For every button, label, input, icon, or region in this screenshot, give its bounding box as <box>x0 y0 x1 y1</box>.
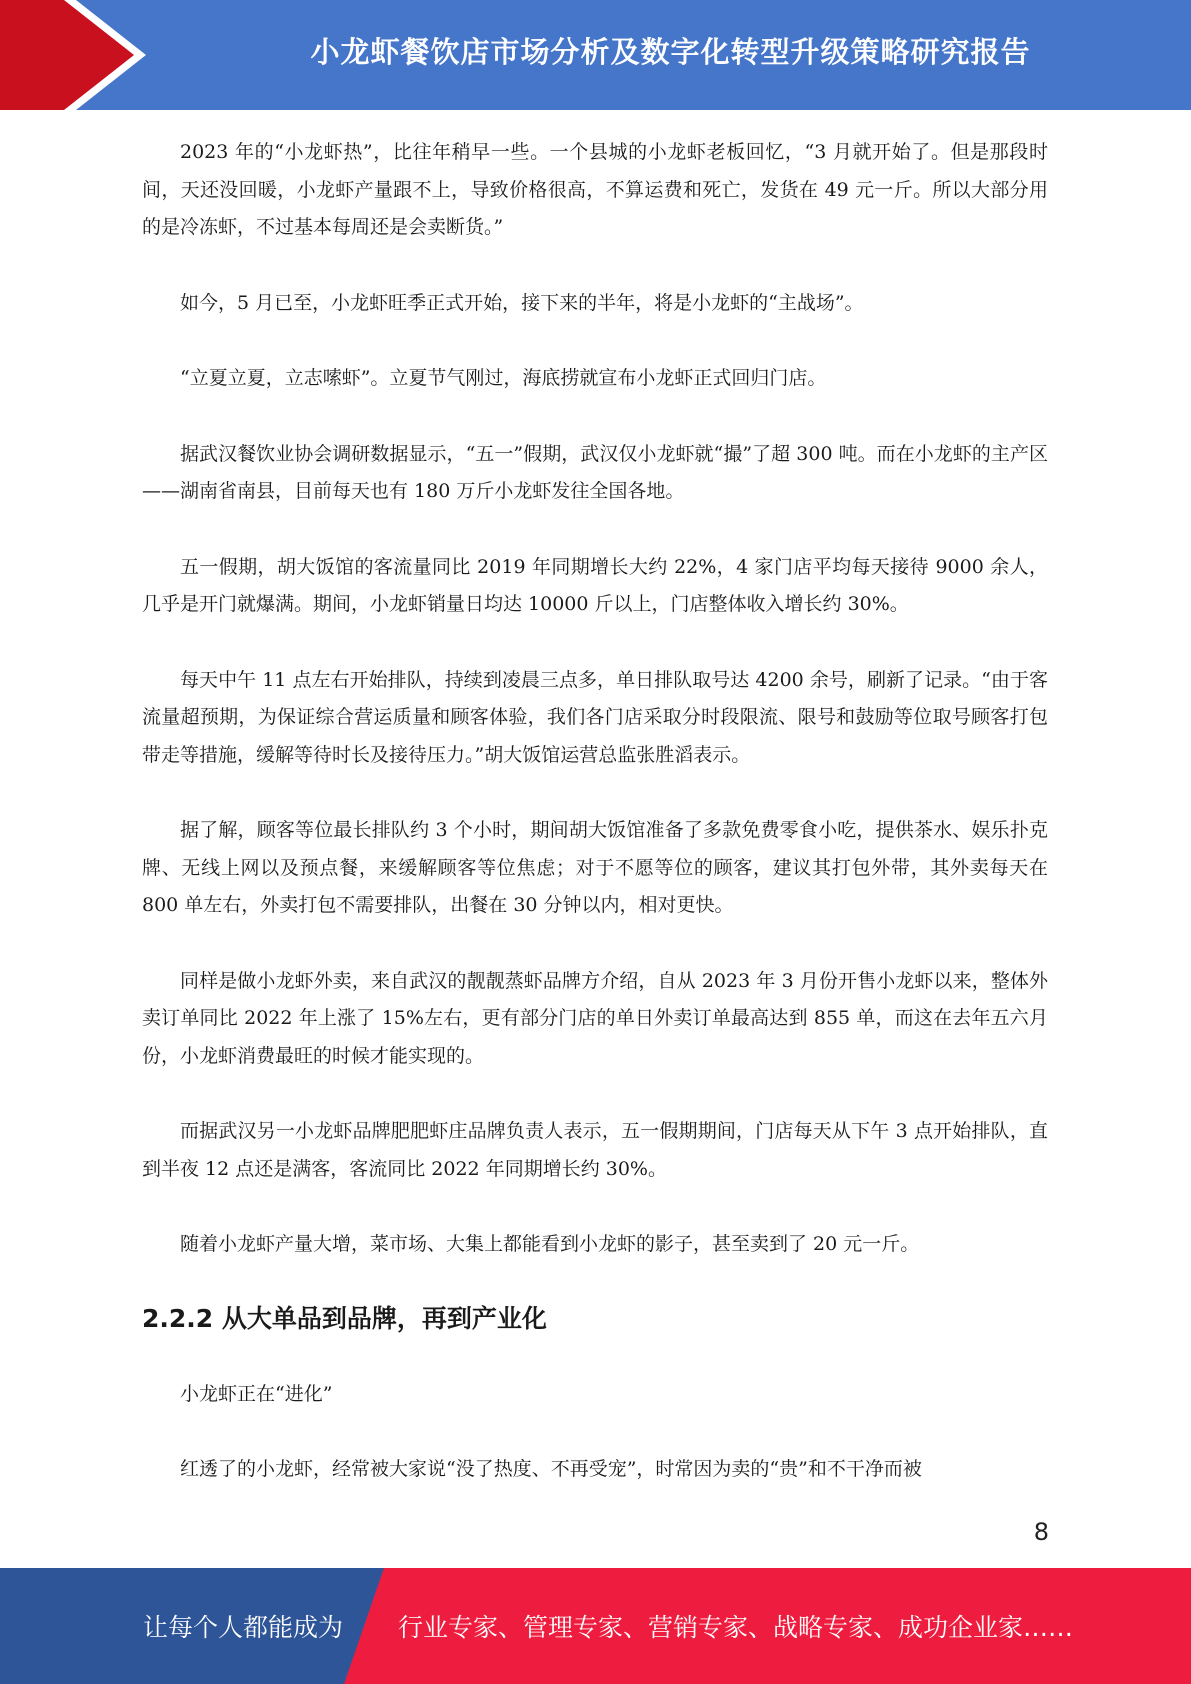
paragraph: 据武汉餐饮业协会调研数据显示，“五一”假期，武汉仅小龙虾就“撮”了超 300 吨。而在小龙虾的主产区——湖南省南县，目前每天也有 180 万斤小龙虾发往全国各地。 <box>142 442 1048 502</box>
paragraph: 随着小龙虾产量大增，菜市场、大集上都能看到小龙虾的影子，甚至卖到了 20 元一斤。 <box>180 1233 920 1255</box>
document-body <box>142 134 1048 1527</box>
paragraph: 五一假期，胡大饭馆的客流量同比 2019 年同期增长大约 22%，4 家门店平均每天接待 9000 余人，几乎是开门就爆满。期间，小龙虾销量日均达 10000 斤以上，门店整体收入增长约 30%。 <box>142 555 1048 615</box>
footer-slogan-left: 让每个人都能成为 <box>143 1613 344 1642</box>
paragraph: 同样是做小龙虾外卖，来自武汉的靓靓蒸虾品牌方介绍，自从 2023 年 3 月份开售小龙虾以来，整体外卖订单同比 2022 年上涨了 15%左右，更有部分门店的单日外卖订单最高达到 855 单，而这在去年五六月份，小龙虾消费最旺的时候才能实现的。 <box>142 969 1048 1067</box>
paragraph: 2023 年的“小龙虾热”，比往年稍早一些。一个县城的小龙虾老板回忆，“3 月就开始了。但是那段时间，天还没回暖，小龙虾产量跟不上，导致价格很高，不算运费和死亡，发货在 49 元一斤。所以大部分用的是冷冻虾，不过基本每周还是会卖断货。” <box>142 141 1048 238</box>
footer-slogan-right: 行业专家、管理专家、营销专家、战略专家、成功企业家…… <box>398 1613 1074 1642</box>
paragraph: 如今，5 月已至，小龙虾旺季正式开始，接下来的半年，将是小龙虾的“主战场”。 <box>180 291 864 314</box>
paragraph: 据了解，顾客等位最长排队约 3 个小时，期间胡大饭馆准备了多款免费零食小吃，提供茶水、娱乐扑克牌、无线上网以及预点餐，来缓解顾客等位焦虑；对于不愿等位的顾客，建议其打包外带，其外卖每天在 800 单左右，外卖打包不需要排队，出餐在 30 分钟以内，相对更快。 <box>142 819 1048 916</box>
paragraph: 小龙虾正在“进化” <box>180 1382 333 1405</box>
header-title: 小龙虾餐饮店市场分析及数字化转型升级策略研究报告 <box>310 34 1031 69</box>
page-number: 8 <box>1033 1518 1049 1546</box>
header-arrow-decoration <box>0 0 160 110</box>
paragraph: 红透了的小龙虾，经常被大家说“没了热度、不再受宠”，时常因为卖的“贵”和不干净而被 <box>180 1458 922 1480</box>
page-header <box>0 0 1191 110</box>
paragraph: “立夏立夏，立志嗦虾”。立夏节气刚过，海底捞就宣布小龙虾正式回归门店。 <box>180 367 827 389</box>
paragraph: 而据武汉另一小龙虾品牌肥肥虾庄品牌负责人表示，五一假期期间，门店每天从下午 3 点开始排队，直到半夜 12 点还是满客，客流同比 2022 年同期增长约 30%。 <box>142 1120 1048 1180</box>
page-footer <box>0 1568 1191 1684</box>
paragraph: 每天中午 11 点左右开始排队，持续到凌晨三点多，单日排队取号达 4200 余号，刷新了记录。“由于客流量超预期，为保证综合营运质量和顾客体验，我们各门店采取分时段限流、限号和鼓励等位取号顾客打包带走等措施，缓解等待时长及接待压力。”胡大饭馆运营总监张胜滔表示。 <box>142 668 1048 766</box>
section-heading: 2.2.2 从大单品到品牌，再到产业化 <box>142 1303 547 1333</box>
